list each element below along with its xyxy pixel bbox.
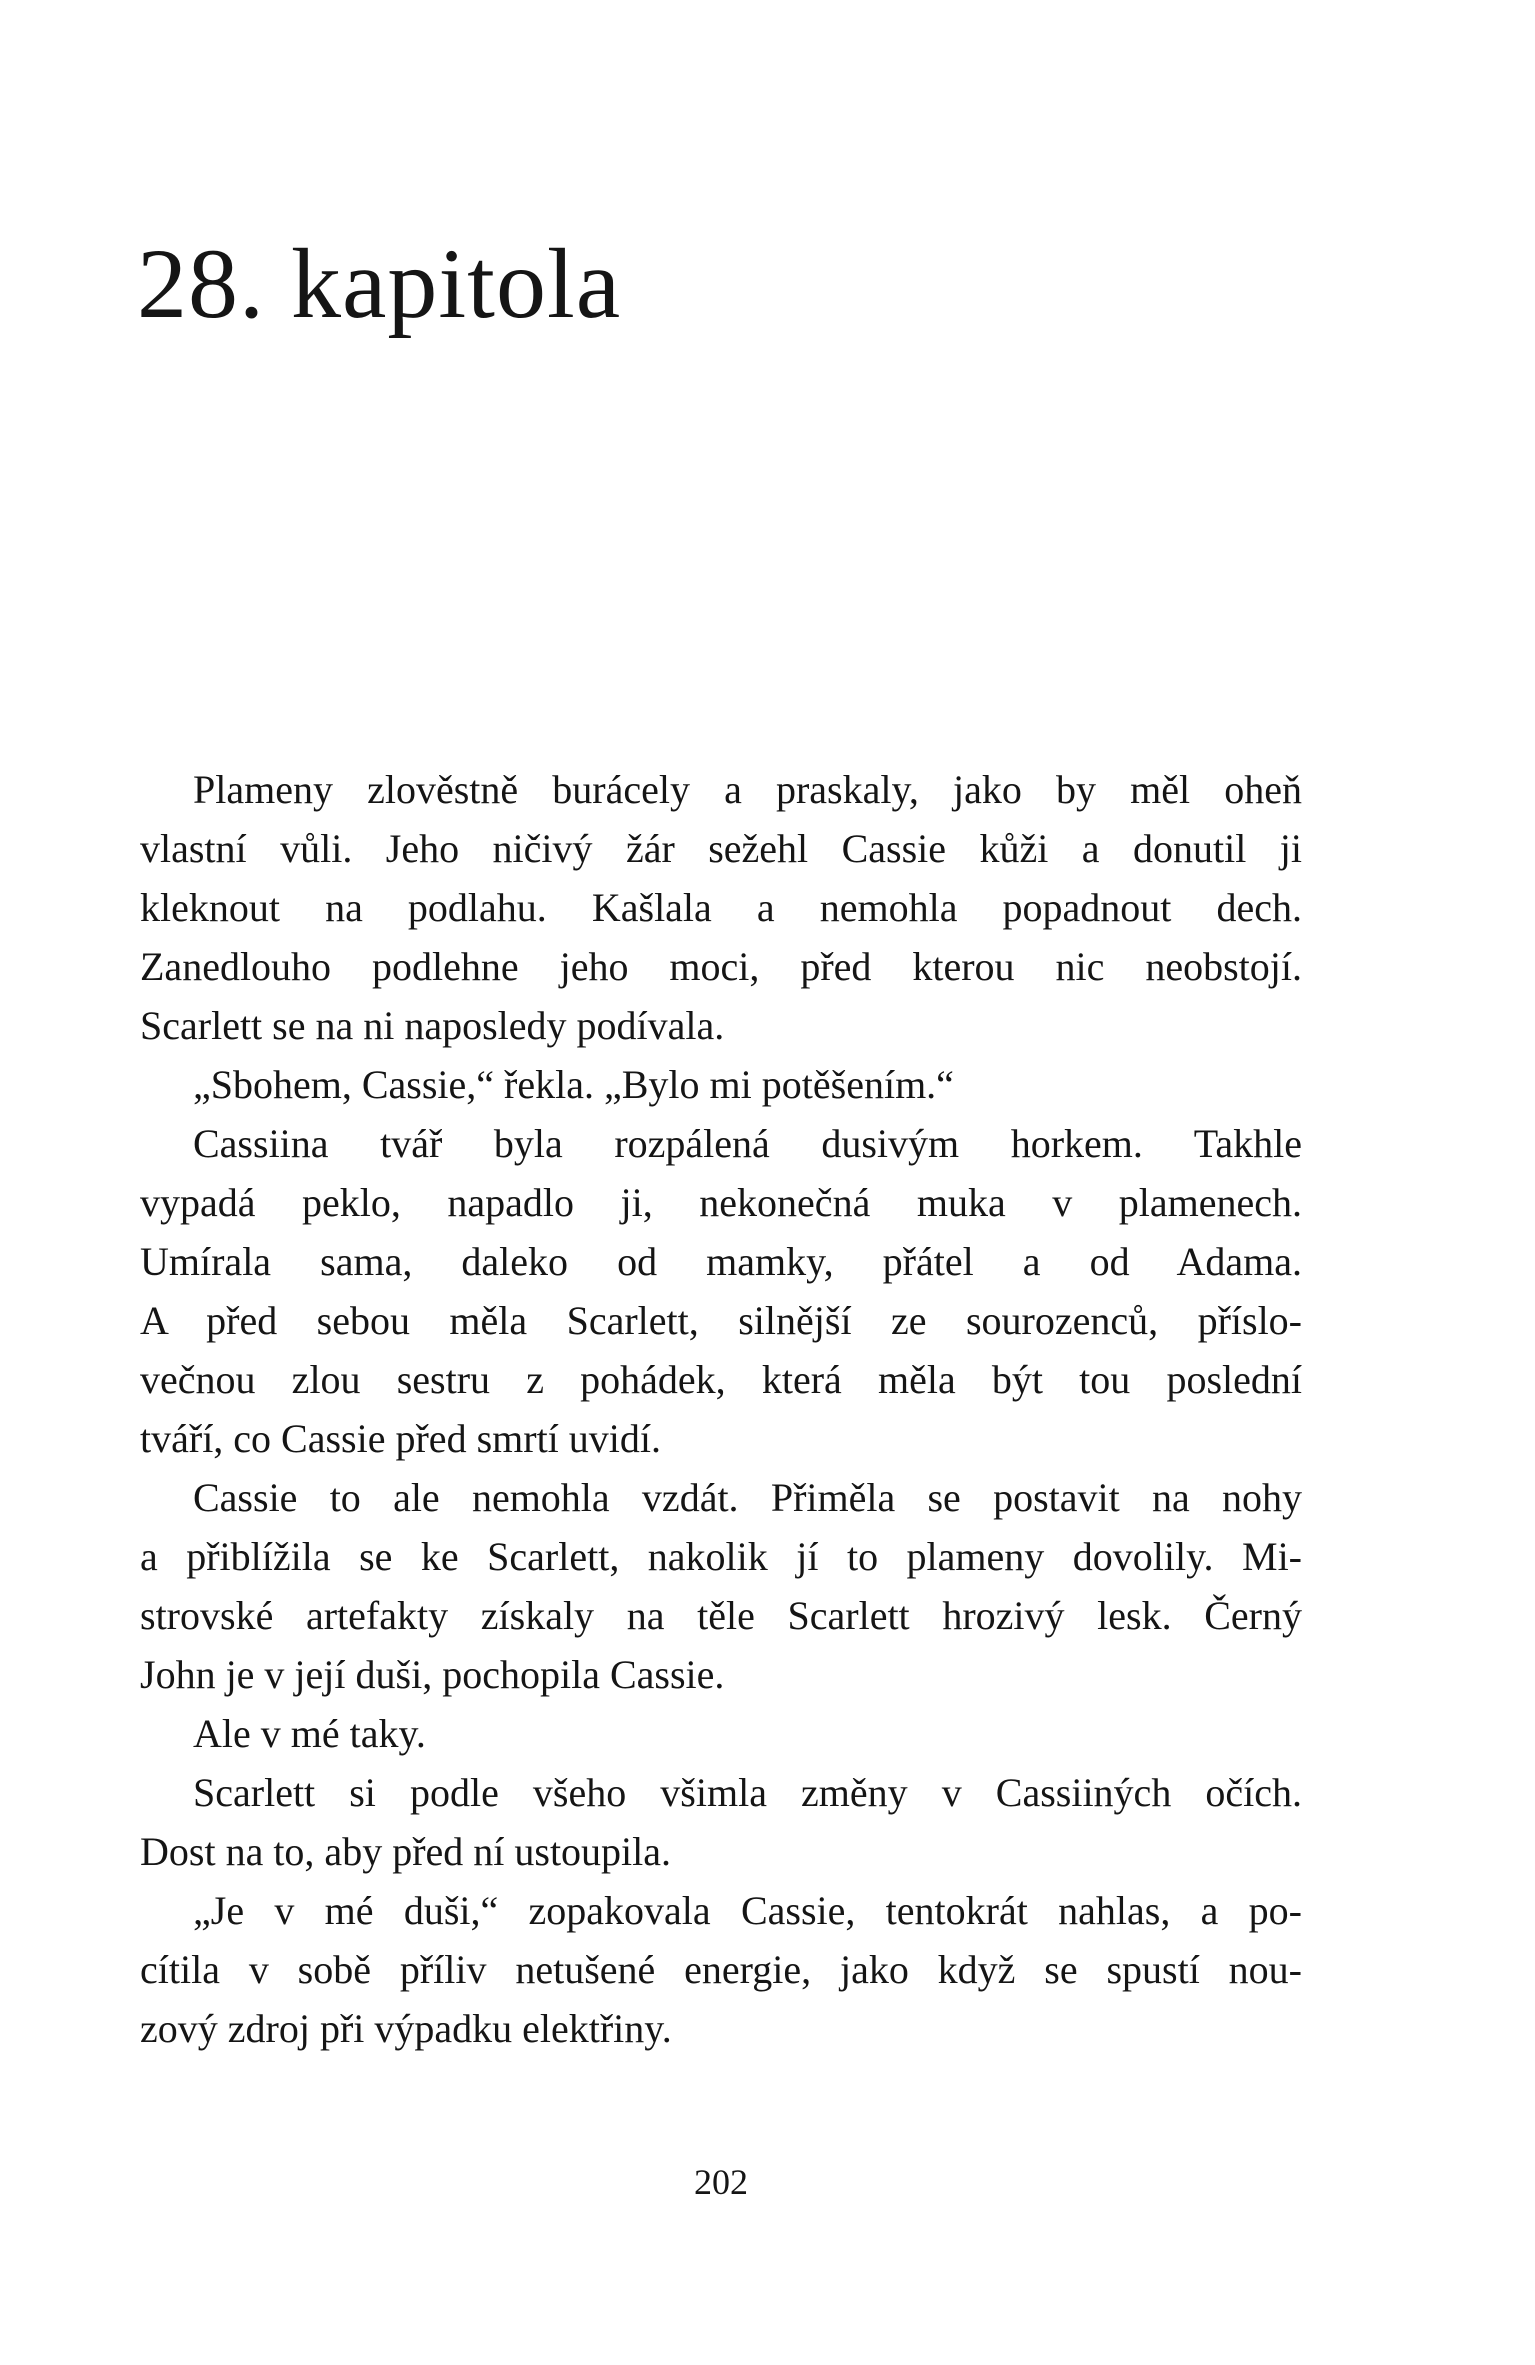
- body-line: Cassie to ale nemohla vzdát. Přiměla se postavit na nohy: [193, 1475, 1302, 1520]
- body-line: Scarlett se na ni naposledy podívala.: [140, 1003, 725, 1048]
- body-line: tváří, co Cassie před smrtí uvidí.: [140, 1416, 662, 1461]
- body-line: večnou zlou sestru z pohádek, která měla být tou poslední: [140, 1357, 1302, 1402]
- body-line: Umírala sama, daleko od mamky, přátel a od Adama.: [140, 1239, 1302, 1284]
- body-line: zový zdroj při výpadku elektřiny.: [140, 2006, 672, 2051]
- body-line: A před sebou měla Scarlett, silnější ze sourozenců, příslo-: [140, 1298, 1302, 1343]
- body-line: Plameny zlověstně burácely a praskaly, jako by měl oheň: [193, 767, 1302, 812]
- body-text: [140, 760, 1302, 2058]
- body-line: „Je v mé duši,“ zopakovala Cassie, tentokrát nahlas, a po-: [193, 1888, 1302, 1933]
- body-line: strovské artefakty získaly na těle Scarlett hrozivý lesk. Černý: [140, 1593, 1302, 1638]
- body-line: Ale v mé taky.: [193, 1711, 426, 1756]
- body-line: Zanedlouho podlehne jeho moci, před kterou nic neobstojí.: [140, 944, 1302, 989]
- body-line: John je v její duši, pochopila Cassie.: [140, 1652, 725, 1697]
- body-line: „Sbohem, Cassie,“ řekla. „Bylo mi potěšením.“: [193, 1062, 954, 1107]
- body-line: vlastní vůli. Jeho ničivý žár sežehl Cassie kůži a donutil ji: [140, 826, 1302, 871]
- page-number: 202: [694, 2162, 748, 2202]
- body-line: Scarlett si podle všeho všimla změny v Cassiiných očích.: [193, 1770, 1302, 1815]
- chapter-heading: 28. kapitola: [137, 228, 622, 339]
- body-line: a přiblížila se ke Scarlett, nakolik jí to plameny dovolily. Mi-: [140, 1534, 1302, 1579]
- body-line: Cassiina tvář byla rozpálená dusivým horkem. Takhle: [193, 1121, 1302, 1166]
- body-line: Dost na to, aby před ní ustoupila.: [140, 1829, 672, 1874]
- body-line: cítila v sobě příliv netušené energie, jako když se spustí nou-: [140, 1947, 1302, 1992]
- body-line: vypadá peklo, napadlo ji, nekonečná muka v plamenech.: [140, 1180, 1302, 1225]
- body-line: kleknout na podlahu. Kašlala a nemohla popadnout dech.: [140, 885, 1302, 930]
